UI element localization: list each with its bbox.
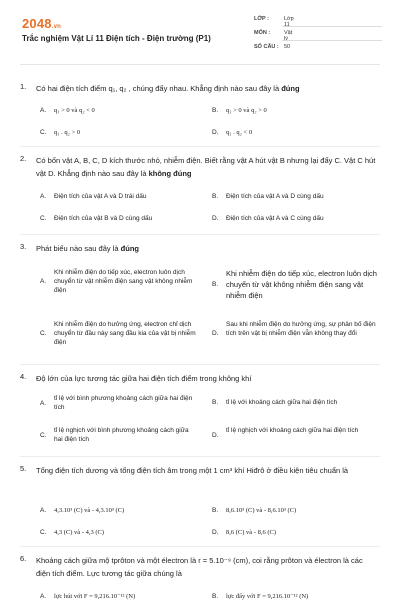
question-1: 1. Có hai điện tích điểm q₁, q₂ , chúng đẩy nhau. Khẳng định nào sau đây là đúng A. q₁ > 0 và q₂ < 0 B. q₁ > 0 và q₂ > 0 C. q₁ . q₂ > 0 D. q₁ . q₂ < 0 <box>20 82 380 142</box>
question-number: 4. <box>20 372 27 381</box>
question-text: Có hai điện tích điểm q₁, q₂ , chúng đẩy nhau. Khẳng định nào sau đây là đúng <box>36 84 300 93</box>
meta-key: SỐ CÂU : <box>254 44 279 50</box>
question-text: Tổng điện tích dương và tổng điện tích âm trong một 1 cm³ khí Hiđrô ở điều kiện tiêu chuẩn là <box>36 466 349 475</box>
question-number: 2. <box>20 154 27 163</box>
question-3: 3. Phát biểu nào sau đây là đúng A. Khi nhiễm điện do tiếp xúc, electron luôn dịch chuyển từ vật nhiễm điện sang vật không nhiễm điện B. Khi nhiễm điện do tiếp xúc, electron luôn dịch chuyển từ vật không nhiễm điện sang vật nhiễm điện C. Khi nhiễm điện do hưởng ứng, electron chỉ dịch chuyển từ đầu này sang đầu kia của vật bị nhiễm điện D. Sau khi nhiễm điện do hưởng ứng, sự phân bố điện tích trên vật bị nhiễm điện vẫn không thay đổi <box>20 242 377 346</box>
page-title: Trắc nghiệm Vật Lí 11 Điện tích - Điện trường (P1) <box>22 34 211 43</box>
meta-key: MÔN : <box>254 30 271 36</box>
question-2: 2. Có bốn vật A, B, C, D kích thước nhỏ, nhiễm điện. Biết rằng vật A hút vật B nhưng lại đẩy C. Vật C hút vật D. Khẳng định nào sau đây là không đúng A. Điện tích của vật A và D trái dấu B. Điện tích của vật A và D cùng dấu C. Điện tích của vật B và D cùng dấu D. Điện tích của vật A và C cùng dấu <box>20 154 376 222</box>
question-6: 6. Khoảng cách giữa mộ tprôton và một électron là r = 5.10⁻⁹ (cm), coi rằng prôton và électron là các điện tích điểm. Lực tương tác giữa chúng là A. lực hút với F = 9,216.10⁻¹² (N) B. lực đẩy với F = 9,216.10⁻¹² (N) <box>20 554 380 600</box>
question-number: 6. <box>20 554 27 563</box>
question-number: 5. <box>20 464 27 473</box>
meta-value: 50 <box>284 44 291 50</box>
meta-value: Vật lý <box>284 30 293 42</box>
question-text: Độ lớn của lực tương tác giữa hai điện tích điểm trong không khí <box>36 374 252 383</box>
question-5: 5. Tổng điện tích dương và tổng điện tích âm trong một 1 cm³ khí Hiđrô ở điều kiện tiêu chuẩn là A. 4,3.10³ (C) và - 4,3.10³ (C) B. 8,6.10³ (C) và - 8,6.10³ (C) C. 4,3 (C) và - 4,3 (C) D. 8,6 (C) và - 8,6 (C) <box>20 464 380 544</box>
question-text: Có bốn vật A, B, C, D kích thước nhỏ, nhiễm điện. Biết rằng vật A hút vật B nhưng lại đẩy C. Vật C hút vật D. Khẳng định nào sau đây là không đúng <box>36 156 376 178</box>
question-number: 1. <box>20 82 27 91</box>
meta-key: LỚP : <box>254 16 269 22</box>
question-text: Khoảng cách giữa mộ tprôton và một électron là r = 5.10⁻⁹ (cm), coi rằng prôton và électron là các điện tích điểm. Lực tương tác giữa chúng là <box>36 556 363 578</box>
site-logo[interactable]: 2048.vn <box>22 16 62 31</box>
question-text: Phát biểu nào sau đây là đúng <box>36 244 139 253</box>
meta-value: Lớp 11 <box>284 16 294 28</box>
header-divider <box>20 64 380 65</box>
question-number: 3. <box>20 242 27 251</box>
question-4: 4. Độ lớn của lực tương tác giữa hai điện tích điểm trong không khí A. tỉ lệ với bình phương khoảng cách giữa hai điện tích B. tỉ lệ với khoảng cách giữa hai điện tích C. tỉ lệ nghịch với bình phương khoảng cách giữa hai điện tích D. tỉ lệ nghịch với khoảng cách giữa hai điện tích <box>20 372 380 452</box>
